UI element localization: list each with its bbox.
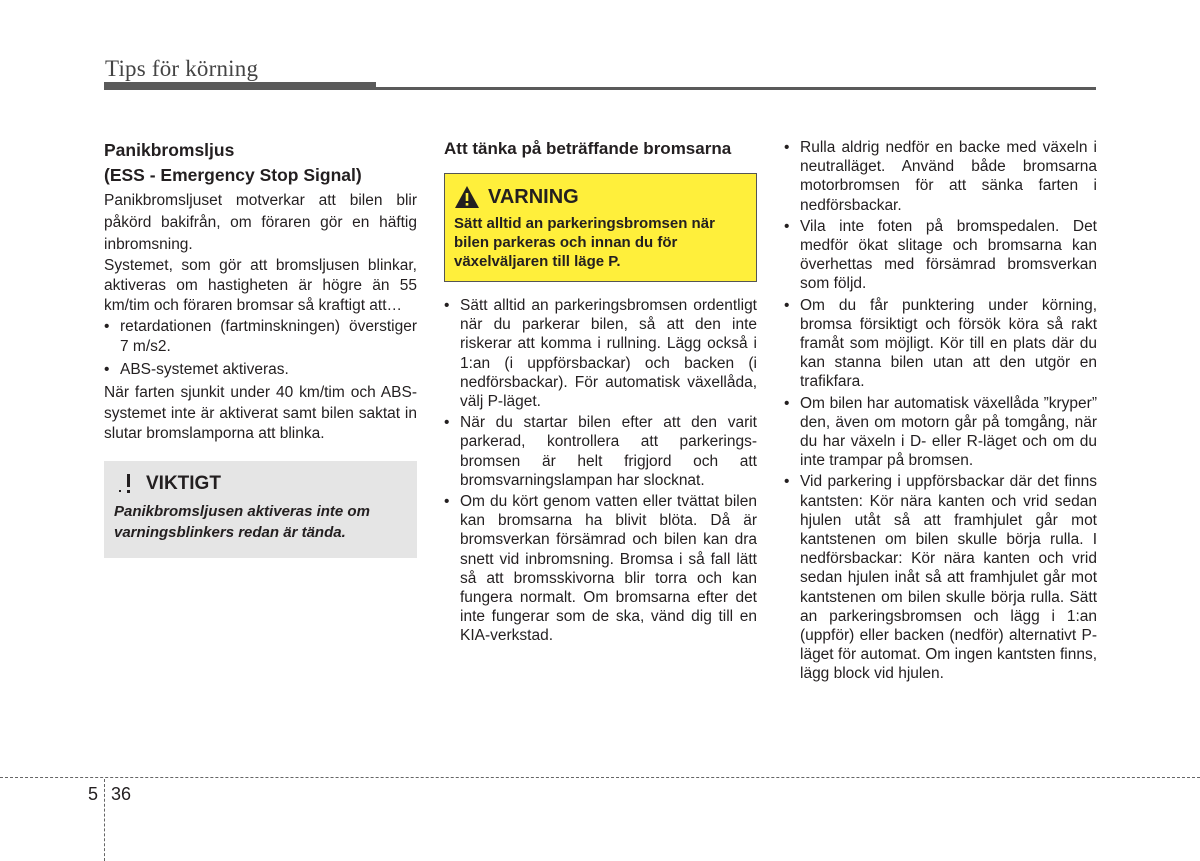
section-heading-line2: (ESS - Emergency Stop Signal) (104, 165, 362, 185)
list-item-text: Om du får punktering under körning, bromsa försiktigt och försök köra så rakt framåt som möjligt. Kör till en plats där du kan stanna bilen utan att den utgör en trafikfara. (800, 296, 1097, 391)
paragraph: När farten sjunkit under 40 km/tim och ABS-systemet inte är aktiverat samt bilen saktat in slutar bromslamporna att blinka. (104, 384, 417, 442)
bullet-glyph: • (784, 473, 790, 491)
chapter-number: 5 (88, 784, 99, 804)
list-item (444, 413, 757, 490)
bullet-glyph: • (444, 414, 450, 432)
bullet-glyph: • (444, 297, 450, 314)
warning-title: VARNING (488, 185, 579, 208)
list-item (784, 138, 1097, 215)
bullet-glyph: • (104, 360, 110, 378)
list-item-text: retardationen (fartminskningen) överstiger 7 m/s2. (120, 318, 417, 355)
bullet-list (104, 317, 417, 379)
list-item-text: Sätt alltid an parkeringsbromsen ordentligt när du parkerar bilen, så att den inte riskerar att komma i rullning. Lägg också i 1:an (i uppförsbackar) och backen (i nedförsbackar). För automatisk växellåda, välj P-läget. (460, 297, 757, 411)
list-item-text: Rulla aldrig nedför en backe med växeln i neutralläget. Använd både bromsarna motorbromsen för att sänka farten i nedförsbackar. (800, 139, 1097, 214)
important-title: VIKTIGT (146, 472, 221, 494)
list-item (444, 492, 757, 646)
warning-text: Sätt alltid an parkeringsbromsen när bilen parkeras och innan du för växelväljaren till läge P. (454, 215, 715, 270)
list-item-text: ABS-systemet aktiveras. (120, 360, 289, 378)
paragraph: Panikbromsljuset motverkar att bilen blir påkörd bakifrån, om föraren gör en häftig inbromsning. (104, 192, 417, 253)
column-right (784, 138, 1097, 686)
bullet-glyph: • (784, 217, 790, 235)
list-item (784, 472, 1097, 683)
list-item (784, 296, 1097, 392)
list-item-text: När du startar bilen efter att den varit parkerad, kontrollera att parkerings-bromsen är helt frigjord och att bromsvarningslampan har slocknat. (460, 414, 757, 489)
warning-triangle-icon (454, 185, 480, 209)
important-notice (104, 461, 417, 558)
list-item-text: Om bilen har automatisk växellåda ”kryper” den, även om motorn går på tomgång, när du har växeln i D- eller R-läget och om du inte trampar på bromsen. (800, 394, 1097, 470)
section-heading: Att tänka på beträffande bromsarna (444, 139, 732, 158)
list-item (784, 217, 1097, 294)
footer-dashed-rule (0, 777, 1200, 778)
bullet-glyph: • (784, 394, 790, 412)
list-item-text: Om du kört genom vatten eller tvättat bilen kan bromsarna ha blivit blöta. Då är bromsverkan försämrad och bilen kan dra snett vid inbromsning. Bromsa i så fall lätt så att bromsskivorna blir torra och kan fungera normalt. Om bromsarna efter det inte fungerar som de ska, vänd dig till en KIA-verkstad. (460, 493, 757, 645)
exclamation-icon (114, 472, 138, 496)
page-header-title: Tips för körning (105, 56, 259, 81)
bullet-glyph: • (104, 318, 110, 336)
header-rule-thick (104, 82, 376, 90)
list-item (104, 360, 417, 379)
list-item (444, 296, 757, 411)
warning-title-row (454, 184, 747, 210)
bullet-glyph: • (444, 493, 450, 511)
list-item-text: Vid parkering i uppförsbackar där det finns kantsten: Kör nära kanten och vrid sedan hjulen utåt så att framhjulet går mot kantstenen om bilen skulle börja rulla. I nedförsbackar: Kör nära kanten och vrid sedan hjulen inåt så att framhjulet går mot kantstenen om bilen skulle börja rulla. Sätt an parkeringsbromsen och lägg i 1:an (uppför) eller backen (nedför) alternativt P-läget för automat. Om ingen kantsten finns, lägg block vid hjulen. (800, 473, 1097, 683)
bullet-glyph: • (784, 139, 790, 156)
bullet-glyph: • (784, 296, 790, 314)
section-heading-line1: Panikbromsljus (104, 140, 235, 160)
column-middle (444, 138, 757, 648)
bullet-list (444, 296, 757, 646)
warning-notice (444, 173, 757, 282)
important-title-row (114, 469, 407, 499)
list-item-text: Vila inte foten på bromspedalen. Det medför ökat slitage och bromsarna kan överhettas med försämrad bromsverkan som följd. (800, 217, 1097, 293)
important-text: Panikbromsljusen aktiveras inte om varningsblinkers redan är tända. (114, 502, 370, 541)
list-item (104, 317, 417, 355)
list-item (784, 394, 1097, 471)
column-left (104, 138, 417, 558)
paragraph: Systemet, som gör att bromsljusen blinkar, aktiveras om hastigheten är högre än 55 km/tim och föraren bromsar så kraftigt att… (104, 257, 417, 314)
bullet-list (784, 138, 1097, 684)
header-rule-thin (376, 87, 1096, 90)
footer-vertical-dashed-rule (104, 779, 105, 861)
page-number: 36 (111, 784, 132, 804)
